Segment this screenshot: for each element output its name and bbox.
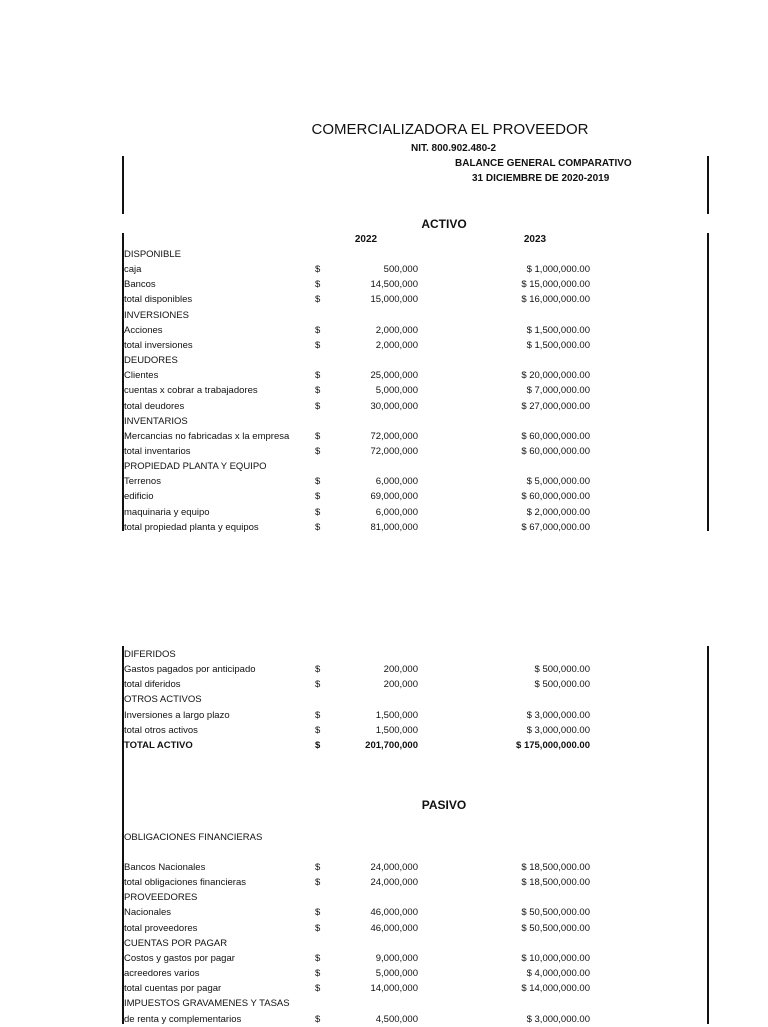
currency-sign: $ — [315, 968, 321, 980]
row-label: Gastos pagados por anticipado — [124, 664, 256, 676]
row-label: total obligaciones financieras — [124, 877, 246, 889]
table-row — [0, 996, 768, 1011]
value-2022: 200,000 — [383, 664, 418, 676]
row-label: Inversiones a largo plazo — [124, 709, 230, 721]
value-2022: 6,000,000 — [375, 476, 418, 488]
value-2022: 2,000,000 — [375, 339, 418, 351]
currency-sign: $ — [315, 521, 321, 533]
report-date: 31 DICIEMBRE DE 2020-2019 — [472, 173, 610, 184]
row-label: Mercancias no fabricadas x la empresa — [124, 430, 290, 442]
value-2023: $ 500,000.00 — [534, 664, 590, 676]
table-row — [0, 677, 768, 692]
value-2023: $ 175,000,000.00 — [516, 739, 590, 751]
row-label: TOTAL ACTIVO — [124, 739, 193, 751]
value-2022: 201,700,000 — [365, 739, 418, 751]
table-row — [0, 262, 768, 277]
value-2023: $ 60,000,000.00 — [521, 491, 590, 503]
row-label: PROPIEDAD PLANTA Y EQUIPO — [124, 461, 267, 473]
currency-sign: $ — [315, 724, 321, 736]
nit-line: NIT. 800.902.480-2 — [411, 143, 497, 154]
left-border-top — [122, 156, 124, 214]
value-2022: 5,000,000 — [375, 968, 418, 980]
row-label: PROVEEDORES — [124, 892, 198, 904]
value-2023: $ 2,000,000.00 — [526, 506, 590, 518]
pasivo-heading-row — [0, 830, 768, 845]
table-row — [0, 247, 768, 262]
value-2023: $ 50,500,000.00 — [521, 907, 590, 919]
currency-sign: $ — [315, 877, 321, 889]
currency-sign: $ — [315, 739, 321, 751]
value-2023: $ 1,500,000.00 — [526, 339, 590, 351]
value-2022: 2,000,000 — [375, 324, 418, 336]
row-label: total disponibles — [124, 294, 193, 306]
table-row — [0, 308, 768, 323]
row-label: total diferidos — [124, 679, 181, 691]
report-title: BALANCE GENERAL COMPARATIVO — [455, 158, 632, 169]
table-row — [0, 951, 768, 966]
value-2022: 1,500,000 — [375, 724, 418, 736]
value-2022: 69,000,000 — [370, 491, 418, 503]
value-2023: $ 5,000,000.00 — [526, 476, 590, 488]
row-label: Bancos — [124, 279, 156, 291]
table-row — [0, 647, 768, 662]
value-2023: $ 4,000,000.00 — [526, 968, 590, 980]
row-label: edificio — [124, 491, 154, 503]
table-row — [0, 505, 768, 520]
table-row — [0, 338, 768, 353]
row-label: Costos y gastos por pagar — [124, 952, 235, 964]
row-label: caja — [124, 264, 142, 276]
table-row — [0, 520, 768, 535]
year-2023: 2023 — [523, 234, 547, 245]
table-row — [0, 890, 768, 905]
row-label: DIFERIDOS — [124, 649, 176, 660]
table-row — [0, 323, 768, 338]
table-row — [0, 1012, 768, 1027]
table-row — [0, 399, 768, 414]
table-row — [0, 459, 768, 474]
row-label: acreedores varios — [124, 968, 200, 980]
table-row — [0, 444, 768, 459]
row-label: INVENTARIOS — [124, 415, 188, 427]
currency-sign: $ — [315, 339, 321, 351]
value-2022: 46,000,000 — [370, 922, 418, 934]
row-label: total inversiones — [124, 339, 193, 351]
currency-sign: $ — [315, 862, 321, 873]
row-label: total propiedad planta y equipos — [124, 521, 259, 533]
row-label: Clientes — [124, 370, 159, 382]
value-2022: 6,000,000 — [375, 506, 418, 518]
table-row — [0, 383, 768, 398]
currency-sign: $ — [315, 445, 321, 457]
value-2022: 24,000,000 — [370, 862, 418, 873]
right-border-top — [707, 156, 709, 214]
value-2023: $ 1,500,000.00 — [526, 324, 590, 336]
value-2022: 30,000,000 — [370, 400, 418, 412]
table-row — [0, 692, 768, 707]
currency-sign: $ — [315, 922, 321, 934]
pasivo-title: PASIVO — [421, 798, 467, 812]
row-label: cuentas x cobrar a trabajadores — [124, 385, 258, 397]
currency-sign: $ — [315, 324, 321, 336]
value-2023: $ 14,000,000.00 — [521, 983, 590, 995]
table-row — [0, 429, 768, 444]
row-label: total proveedores — [124, 922, 198, 934]
value-2022: 14,000,000 — [370, 983, 418, 995]
table-row — [0, 875, 768, 890]
row-label: CUENTAS POR PAGAR — [124, 937, 228, 949]
table-row — [0, 414, 768, 429]
value-2022: 72,000,000 — [370, 430, 418, 442]
value-2022: 1,500,000 — [375, 709, 418, 721]
value-2022: 25,000,000 — [370, 370, 418, 382]
value-2022: 500,000 — [383, 264, 418, 276]
value-2023: $ 60,000,000.00 — [521, 445, 590, 457]
value-2023: $ 3,000,000.00 — [526, 724, 590, 736]
table-row — [0, 738, 768, 753]
value-2023: $ 67,000,000.00 — [521, 521, 590, 533]
year-2022: 2022 — [354, 234, 378, 245]
table-row — [0, 708, 768, 723]
table-row — [0, 723, 768, 738]
currency-sign: $ — [315, 664, 321, 676]
table-row — [0, 936, 768, 951]
table-row — [0, 662, 768, 677]
table-row — [0, 277, 768, 292]
currency-sign: $ — [315, 430, 321, 442]
table-row — [0, 368, 768, 383]
value-2023: $ 27,000,000.00 — [521, 400, 590, 412]
value-2023: $ 10,000,000.00 — [521, 952, 590, 964]
value-2023: $ 500,000.00 — [534, 679, 590, 691]
currency-sign: $ — [315, 506, 321, 518]
row-label: de renta y complementarios — [124, 1013, 242, 1025]
row-label: Bancos Nacionales — [124, 862, 206, 873]
value-2022: 9,000,000 — [375, 952, 418, 964]
table-row — [0, 489, 768, 504]
currency-sign: $ — [315, 400, 321, 412]
value-2022: 5,000,000 — [375, 385, 418, 397]
row-label: OTROS ACTIVOS — [124, 694, 202, 706]
table-row — [0, 353, 768, 368]
row-label: total deudores — [124, 400, 185, 412]
currency-sign: $ — [315, 294, 321, 306]
currency-sign: $ — [315, 907, 321, 919]
currency-sign: $ — [315, 709, 321, 721]
obligaciones-heading: OBLIGACIONES FINANCIERAS — [124, 832, 263, 843]
currency-sign: $ — [315, 279, 321, 291]
value-2022: 81,000,000 — [370, 521, 418, 533]
value-2023: $ 3,000,000.00 — [526, 1013, 590, 1025]
currency-sign: $ — [315, 1013, 321, 1025]
table-row — [0, 981, 768, 996]
value-2023: $ 60,000,000.00 — [521, 430, 590, 442]
value-2022: 14,500,000 — [370, 279, 418, 291]
currency-sign: $ — [315, 491, 321, 503]
activo-title: ACTIVO — [421, 217, 467, 231]
table-row — [0, 905, 768, 920]
value-2023: $ 1,000,000.00 — [526, 264, 590, 276]
value-2023: $ 20,000,000.00 — [521, 370, 590, 382]
value-2023: $ 15,000,000.00 — [521, 279, 590, 291]
company-name: COMERCIALIZADORA EL PROVEEDOR — [311, 121, 589, 138]
table-row — [0, 474, 768, 489]
row-label: total otros activos — [124, 724, 198, 736]
table-row — [0, 921, 768, 936]
value-2023: $ 50,500,000.00 — [521, 922, 590, 934]
row-label: Terrenos — [124, 476, 161, 488]
value-2022: 46,000,000 — [370, 907, 418, 919]
value-2023: $ 3,000,000.00 — [526, 709, 590, 721]
table-row — [0, 292, 768, 307]
row-label: INVERSIONES — [124, 309, 189, 321]
value-2022: 4,500,000 — [375, 1013, 418, 1025]
table-row — [0, 966, 768, 981]
currency-sign: $ — [315, 264, 321, 276]
currency-sign: $ — [315, 983, 321, 995]
row-label: maquinaria y equipo — [124, 506, 210, 518]
value-2023: $ 18,500,000.00 — [521, 877, 590, 889]
value-2022: 200,000 — [383, 679, 418, 691]
row-label: Acciones — [124, 324, 163, 336]
currency-sign: $ — [315, 385, 321, 397]
value-2023: $ 7,000,000.00 — [526, 385, 590, 397]
value-2022: 15,000,000 — [370, 294, 418, 306]
row-label: DEUDORES — [124, 355, 178, 367]
value-2023: $ 16,000,000.00 — [521, 294, 590, 306]
row-label: total cuentas por pagar — [124, 983, 222, 995]
currency-sign: $ — [315, 370, 321, 382]
row-label: Nacionales — [124, 907, 171, 919]
value-2023: $ 18,500,000.00 — [521, 862, 590, 873]
currency-sign: $ — [315, 952, 321, 964]
row-label: DISPONIBLE — [124, 249, 182, 260]
table-row — [0, 860, 768, 875]
row-label: total inventarios — [124, 445, 191, 457]
value-2022: 72,000,000 — [370, 445, 418, 457]
row-label: IMPUESTOS GRAVAMENES Y TASAS — [124, 998, 290, 1010]
value-2022: 24,000,000 — [370, 877, 418, 889]
currency-sign: $ — [315, 679, 321, 691]
currency-sign: $ — [315, 476, 321, 488]
